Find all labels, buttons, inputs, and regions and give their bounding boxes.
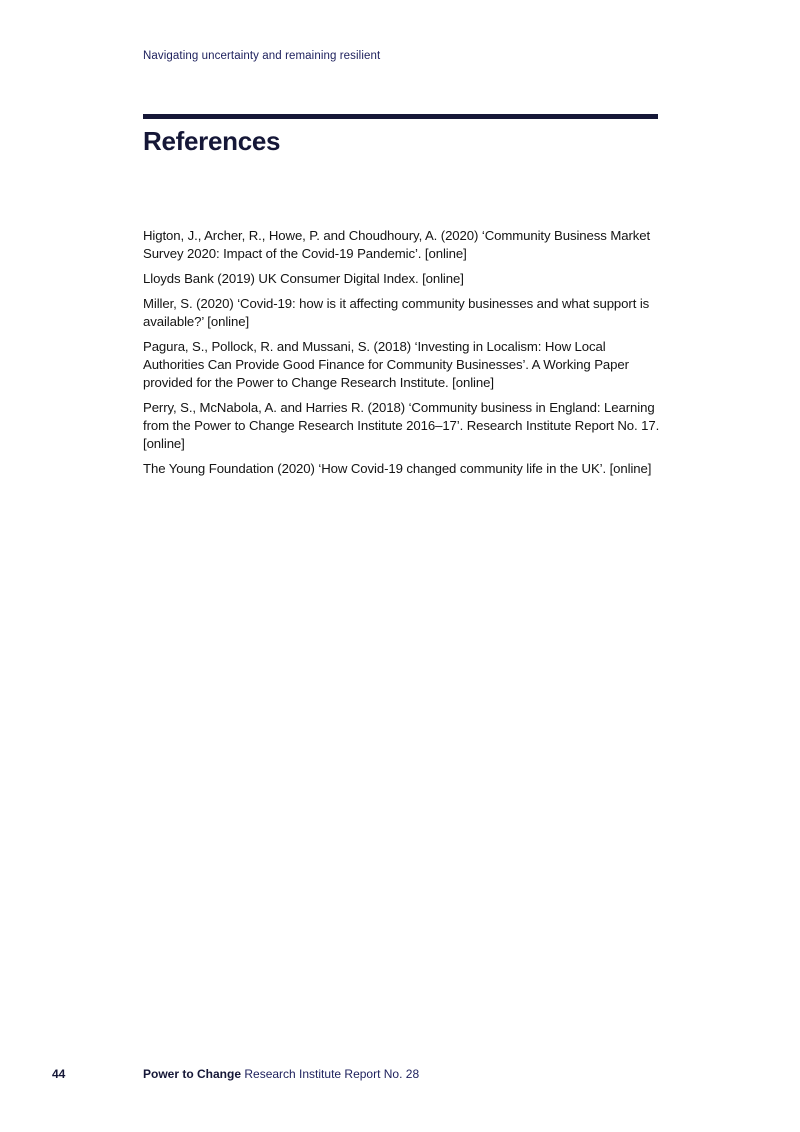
reference-list	[143, 227, 663, 485]
footer-report-name: Research Institute Report No. 28	[244, 1067, 420, 1081]
reference-item: Miller, S. (2020) ‘Covid-19: how is it affecting community businesses and what support is available?’ [online]	[143, 296, 650, 329]
reference-item: Higton, J., Archer, R., Howe, P. and Choudhoury, A. (2020) ‘Community Business Market Survey 2020: Impact of the Covid-19 Pandemic’. [online]	[143, 228, 651, 261]
footer-brand: Power to Change	[143, 1067, 242, 1081]
reference-item: Pagura, S., Pollock, R. and Mussani, S. (2018) ‘Investing in Localism: How Local Authorities Can Provide Good Finance for Community Businesses’. A Working Paper provided for the Power to Change Research Institute. [online]	[143, 339, 629, 390]
page-title: References	[143, 126, 281, 156]
reference-item: Perry, S., McNabola, A. and Harries R. (2018) ‘Community business in England: Learning from the Power to Change Research Institute 2016–17’. Research Institute Report No. 17. [online]	[143, 400, 660, 451]
page-number: 44	[52, 1067, 66, 1081]
reference-item: Lloyds Bank (2019) UK Consumer Digital Index. [online]	[143, 271, 464, 286]
running-header: Navigating uncertainty and remaining resilient	[143, 50, 381, 62]
reference-item: The Young Foundation (2020) ‘How Covid-19 changed community life in the UK’. [online]	[143, 461, 652, 476]
page-footer	[0, 1067, 800, 1083]
title-rule	[143, 114, 658, 119]
footer-report-title	[143, 1067, 419, 1081]
